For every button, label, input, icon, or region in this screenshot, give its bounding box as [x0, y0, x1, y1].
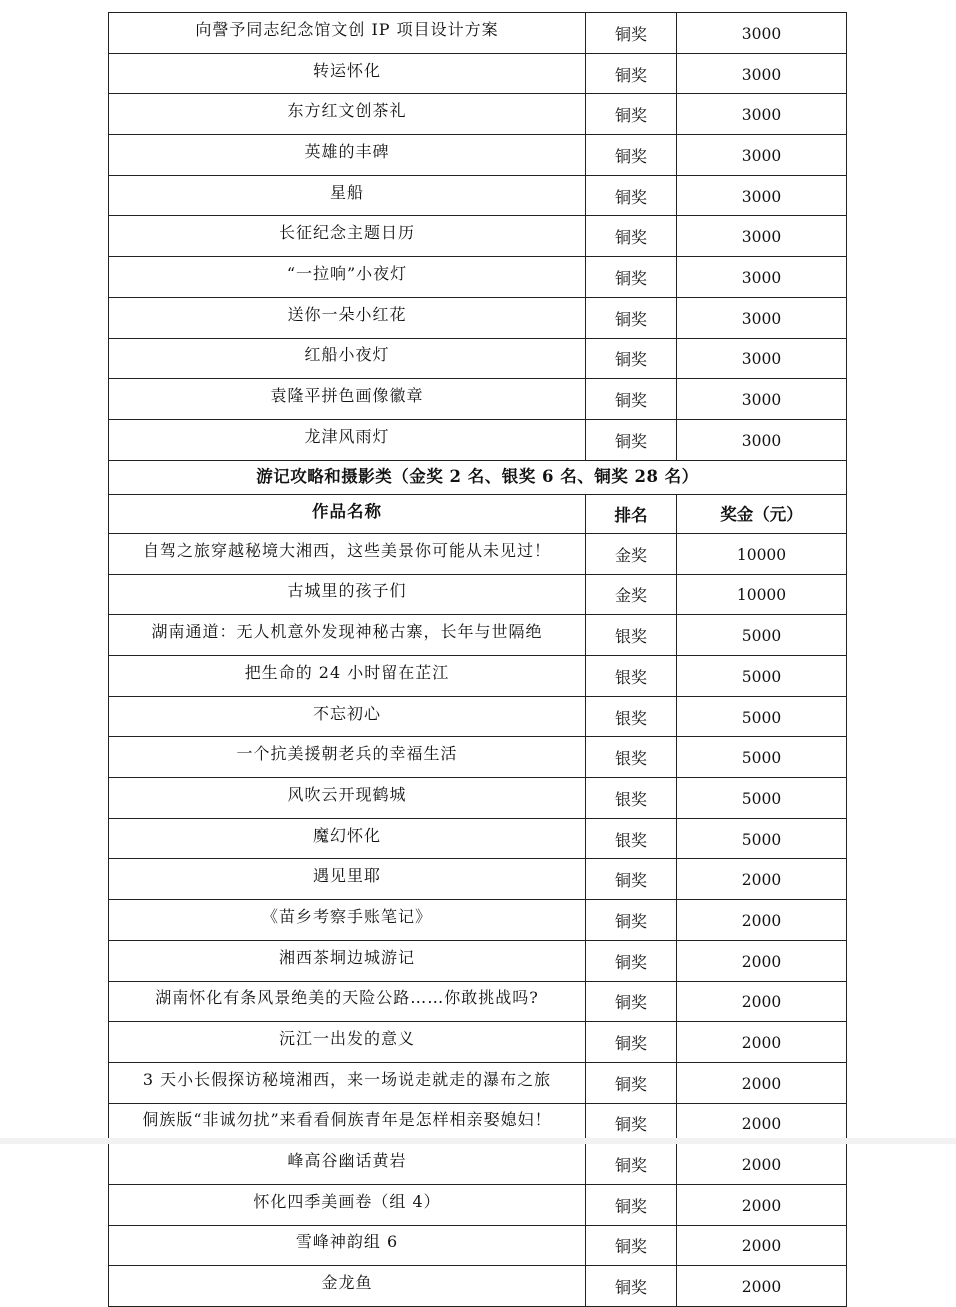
table-row: [109, 737, 847, 778]
prize-cell: 3000: [677, 135, 847, 176]
prize-cell: 3000: [677, 175, 847, 216]
prize-cell: 5000: [677, 615, 847, 656]
work-name-cell: 红船小夜灯: [109, 338, 586, 379]
prize-cell: 2000: [677, 981, 847, 1022]
prize-cell: 3000: [677, 297, 847, 338]
work-name-cell: 东方红文创茶礼: [109, 94, 586, 135]
work-name-cell: 湖南怀化有条风景绝美的天险公路……你敢挑战吗?: [109, 981, 586, 1022]
table-row: [109, 1144, 847, 1185]
prize-cell: 3000: [677, 257, 847, 298]
work-name-cell: “一拉响”小夜灯: [109, 257, 586, 298]
rank-cell: 铜奖: [586, 338, 677, 379]
table-row: [109, 981, 847, 1022]
rank-cell: 铜奖: [586, 94, 677, 135]
rank-cell: 银奖: [586, 656, 677, 697]
work-name-cell: 星船: [109, 175, 586, 216]
prize-cell: 3000: [677, 53, 847, 94]
column-header-prize: 奖金（元）: [677, 495, 847, 534]
rank-cell: 银奖: [586, 615, 677, 656]
table-row: [109, 615, 847, 656]
page-bottom-edge: [0, 1138, 956, 1144]
prize-cell: 3000: [677, 338, 847, 379]
column-header-row: [109, 495, 847, 534]
rank-cell: 铜奖: [586, 1266, 677, 1307]
work-name-cell: 怀化四季美画卷（组 4）: [109, 1184, 586, 1225]
table-row: [109, 419, 847, 460]
column-header-name: 作品名称: [109, 495, 586, 534]
work-name-cell: 送你一朵小红花: [109, 297, 586, 338]
table-row: [109, 1022, 847, 1063]
table-row: [109, 379, 847, 420]
prize-cell: 2000: [677, 1103, 847, 1144]
rank-cell: 金奖: [586, 533, 677, 574]
prize-cell: 2000: [677, 1144, 847, 1185]
rank-cell: 铜奖: [586, 1144, 677, 1185]
rank-cell: 铜奖: [586, 379, 677, 420]
section-title: 游记攻略和摄影类（金奖 2 名、银奖 6 名、铜奖 28 名）: [109, 460, 847, 495]
prize-cell: 5000: [677, 818, 847, 859]
rank-cell: 金奖: [586, 574, 677, 615]
rank-cell: 铜奖: [586, 175, 677, 216]
rank-cell: 银奖: [586, 778, 677, 819]
prize-cell: 3000: [677, 379, 847, 420]
work-name-cell: 转运怀化: [109, 53, 586, 94]
column-header-rank: 排名: [586, 495, 677, 534]
table-row: [109, 297, 847, 338]
table-row: [109, 818, 847, 859]
prize-cell: 3000: [677, 216, 847, 257]
table-row: [109, 1062, 847, 1103]
prize-cell: 5000: [677, 696, 847, 737]
rank-cell: 铜奖: [586, 135, 677, 176]
rank-cell: 铜奖: [586, 257, 677, 298]
rank-cell: 银奖: [586, 818, 677, 859]
table-row: [109, 94, 847, 135]
work-name-cell: 侗族版“非诚勿扰”来看看侗族青年是怎样相亲娶媳妇！: [109, 1103, 586, 1144]
table-row: [109, 135, 847, 176]
rank-cell: 铜奖: [586, 940, 677, 981]
work-name-cell: 3 天小长假探访秘境湘西，来一场说走就走的瀑布之旅: [109, 1062, 586, 1103]
prize-cell: 3000: [677, 94, 847, 135]
rank-cell: 铜奖: [586, 859, 677, 900]
prize-cell: 3000: [677, 13, 847, 54]
prize-cell: 2000: [677, 1184, 847, 1225]
prize-cell: 5000: [677, 656, 847, 697]
table-row: [109, 778, 847, 819]
table-row: [109, 1184, 847, 1225]
work-name-cell: 沅江一出发的意义: [109, 1022, 586, 1063]
rank-cell: 铜奖: [586, 13, 677, 54]
prize-cell: 5000: [677, 737, 847, 778]
prize-cell: 2000: [677, 1266, 847, 1307]
work-name-cell: 魔幻怀化: [109, 818, 586, 859]
rank-cell: 铜奖: [586, 1184, 677, 1225]
rank-cell: 铜奖: [586, 900, 677, 941]
work-name-cell: 自驾之旅穿越秘境大湘西，这些美景你可能从未见过！: [109, 533, 586, 574]
work-name-cell: 长征纪念主题日历: [109, 216, 586, 257]
rank-cell: 铜奖: [586, 1022, 677, 1063]
work-name-cell: 袁隆平拼色画像徽章: [109, 379, 586, 420]
prize-cell: 2000: [677, 940, 847, 981]
work-name-cell: 雪峰神韵组 6: [109, 1225, 586, 1266]
work-name-cell: 英雄的丰碑: [109, 135, 586, 176]
work-name-cell: 金龙鱼: [109, 1266, 586, 1307]
prize-cell: 10000: [677, 574, 847, 615]
table-row: [109, 338, 847, 379]
prize-cell: 2000: [677, 1062, 847, 1103]
rank-cell: 铜奖: [586, 53, 677, 94]
prize-cell: 2000: [677, 1022, 847, 1063]
work-name-cell: 把生命的 24 小时留在芷江: [109, 656, 586, 697]
rank-cell: 铜奖: [586, 216, 677, 257]
table-row: [109, 1225, 847, 1266]
rank-cell: 铜奖: [586, 981, 677, 1022]
table-row: [109, 53, 847, 94]
work-name-cell: 不忘初心: [109, 696, 586, 737]
section-title-row: [109, 460, 847, 495]
table-row: [109, 13, 847, 54]
work-name-cell: 湘西茶垌边城游记: [109, 940, 586, 981]
table-row: [109, 216, 847, 257]
rank-cell: 银奖: [586, 737, 677, 778]
prize-cell: 10000: [677, 533, 847, 574]
table-row: [109, 257, 847, 298]
table-row: [109, 175, 847, 216]
prize-cell: 3000: [677, 419, 847, 460]
rank-cell: 铜奖: [586, 1225, 677, 1266]
rank-cell: 铜奖: [586, 297, 677, 338]
table-row: [109, 859, 847, 900]
prize-cell: 2000: [677, 1225, 847, 1266]
work-name-cell: 峰高谷幽话黄岩: [109, 1144, 586, 1185]
prize-cell: 2000: [677, 900, 847, 941]
work-name-cell: 遇见里耶: [109, 859, 586, 900]
rank-cell: 铜奖: [586, 419, 677, 460]
rank-cell: 铜奖: [586, 1062, 677, 1103]
work-name-cell: 湖南通道：无人机意外发现神秘古寨，长年与世隔绝: [109, 615, 586, 656]
work-name-cell: 龙津风雨灯: [109, 419, 586, 460]
table-row: [109, 696, 847, 737]
work-name-cell: 向謦予同志纪念馆文创 IP 项目设计方案: [109, 13, 586, 54]
table-row: [109, 900, 847, 941]
rank-cell: 银奖: [586, 696, 677, 737]
prize-cell: 2000: [677, 859, 847, 900]
table-row: [109, 940, 847, 981]
work-name-cell: 一个抗美援朝老兵的幸福生活: [109, 737, 586, 778]
work-name-cell: 《苗乡考察手账笔记》: [109, 900, 586, 941]
work-name-cell: 风吹云开现鹤城: [109, 778, 586, 819]
table-row: [109, 1266, 847, 1307]
work-name-cell: 古城里的孩子们: [109, 574, 586, 615]
prize-cell: 5000: [677, 778, 847, 819]
award-table-travel-section-head: [109, 460, 847, 533]
table-row: [109, 656, 847, 697]
table-row: [109, 533, 847, 574]
award-table-travel-section: [109, 533, 847, 1306]
table-row: [109, 574, 847, 615]
award-table: [108, 12, 847, 1307]
rank-cell: 铜奖: [586, 1103, 677, 1144]
award-table-top-section: [109, 13, 847, 461]
